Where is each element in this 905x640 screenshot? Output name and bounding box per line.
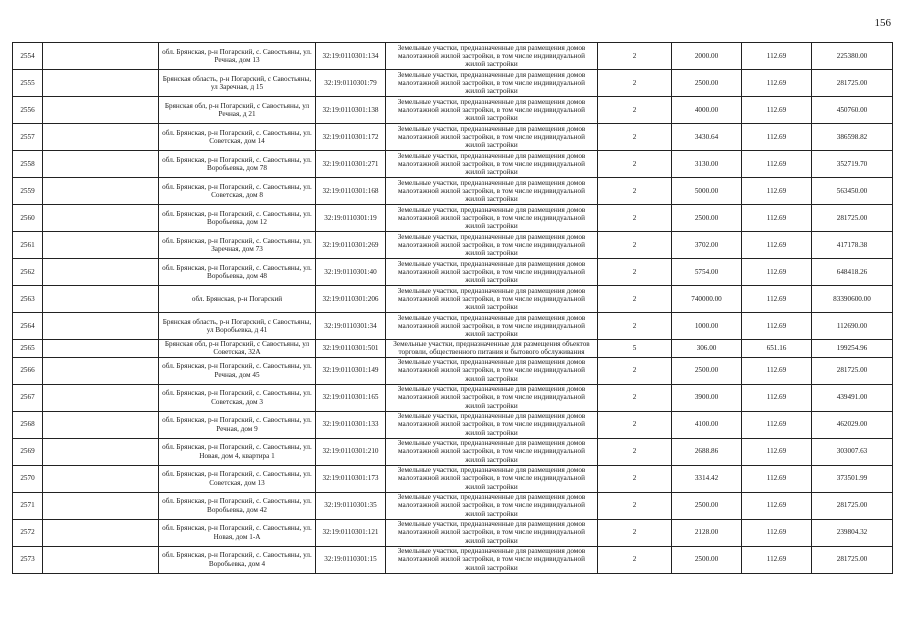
row-number: 2570 [13, 465, 43, 492]
specific-value-cell: 112.69 [742, 43, 812, 70]
cadastral-value-cell: 281725.00 [812, 70, 893, 97]
land-use-cell: Земельные участки, предназначенные для размещения домов малоэтажной жилой застройки, в том числе индивидуальной жилой застройки [386, 205, 598, 232]
row-spacer [43, 232, 159, 259]
cadastral-number-cell: 32:19:0110301:19 [316, 205, 386, 232]
row-spacer [43, 384, 159, 411]
specific-value-cell: 112.69 [742, 178, 812, 205]
cadastral-value-cell: 563450.00 [812, 178, 893, 205]
address-cell: обл. Брянская, р-н Погарский, с. Савостьяны, ул. Воробьевка, дом 42 [159, 492, 316, 519]
address-cell: обл. Брянская, р-н Погарский, с. Савостьяны, ул. Речная, дом 9 [159, 411, 316, 438]
cadastral-value-cell: 352719.70 [812, 151, 893, 178]
specific-value-cell: 112.69 [742, 286, 812, 313]
specific-value-cell: 112.69 [742, 205, 812, 232]
table-row [13, 438, 893, 465]
area-cell: 2500.00 [672, 492, 742, 519]
specific-value-cell: 112.69 [742, 124, 812, 151]
land-use-cell: Земельные участки, предназначенные для размещения домов малоэтажной жилой застройки, в том числе индивидуальной жилой застройки [386, 492, 598, 519]
row-number: 2566 [13, 357, 43, 384]
specific-value-cell: 112.69 [742, 97, 812, 124]
specific-value-cell: 112.69 [742, 465, 812, 492]
row-number: 2573 [13, 546, 43, 573]
area-cell: 306.00 [672, 340, 742, 358]
land-use-cell: Земельные участки, предназначенные для размещения домов малоэтажной жилой застройки, в том числе индивидуальной жилой застройки [386, 313, 598, 340]
cadastral-number-cell: 32:19:0110301:34 [316, 313, 386, 340]
cadastral-number-cell: 32:19:0110301:149 [316, 357, 386, 384]
cadastral-value-cell: 199254.96 [812, 340, 893, 358]
row-spacer [43, 357, 159, 384]
cadastral-value-table [12, 42, 893, 574]
area-cell: 3430.64 [672, 124, 742, 151]
cadastral-number-cell: 32:19:0110301:133 [316, 411, 386, 438]
group-cell: 2 [598, 97, 672, 124]
group-cell: 2 [598, 465, 672, 492]
row-spacer [43, 340, 159, 358]
specific-value-cell: 112.69 [742, 411, 812, 438]
area-cell: 5000.00 [672, 178, 742, 205]
table-row [13, 313, 893, 340]
group-cell: 2 [598, 411, 672, 438]
land-use-cell: Земельные участки, предназначенные для размещения домов малоэтажной жилой застройки, в том числе индивидуальной жилой застройки [386, 124, 598, 151]
area-cell: 2500.00 [672, 357, 742, 384]
area-cell: 2500.00 [672, 205, 742, 232]
group-cell: 2 [598, 357, 672, 384]
row-number: 2554 [13, 43, 43, 70]
area-cell: 3130.00 [672, 151, 742, 178]
row-spacer [43, 124, 159, 151]
table-row [13, 70, 893, 97]
row-number: 2564 [13, 313, 43, 340]
cadastral-value-cell: 83390600.00 [812, 286, 893, 313]
land-use-cell: Земельные участки, предназначенные для размещения домов малоэтажной жилой застройки, в том числе индивидуальной жилой застройки [386, 465, 598, 492]
land-use-cell: Земельные участки, предназначенные для размещения домов малоэтажной жилой застройки, в том числе индивидуальной жилой застройки [386, 97, 598, 124]
land-use-cell: Земельные участки, предназначенные для размещения домов малоэтажной жилой застройки, в том числе индивидуальной жилой застройки [386, 546, 598, 573]
row-number: 2565 [13, 340, 43, 358]
row-spacer [43, 411, 159, 438]
table-row [13, 259, 893, 286]
area-cell: 1000.00 [672, 313, 742, 340]
group-cell: 2 [598, 438, 672, 465]
row-spacer [43, 492, 159, 519]
cadastral-value-cell: 112690.00 [812, 313, 893, 340]
land-use-cell: Земельные участки, предназначенные для размещения домов малоэтажной жилой застройки, в том числе индивидуальной жилой застройки [386, 519, 598, 546]
row-spacer [43, 438, 159, 465]
row-number: 2562 [13, 259, 43, 286]
cadastral-value-cell: 281725.00 [812, 492, 893, 519]
group-cell: 2 [598, 492, 672, 519]
group-cell: 2 [598, 205, 672, 232]
table-row [13, 286, 893, 313]
specific-value-cell: 112.69 [742, 546, 812, 573]
area-cell: 3900.00 [672, 384, 742, 411]
address-cell: обл. Брянская, р-н Погарский, с. Савостьяны, ул. Речная, дом 13 [159, 43, 316, 70]
address-cell: обл. Брянская, р-н Погарский, с. Савостьяны, ул. Советская, дом 14 [159, 124, 316, 151]
cadastral-number-cell: 32:19:0110301:501 [316, 340, 386, 358]
cadastral-number-cell: 32:19:0110301:121 [316, 519, 386, 546]
cadastral-number-cell: 32:19:0110301:40 [316, 259, 386, 286]
address-cell: обл. Брянская, р-н Погарский, с. Савостьяны, ул. Новая, дом 4, квартира 1 [159, 438, 316, 465]
area-cell: 3314.42 [672, 465, 742, 492]
row-number: 2571 [13, 492, 43, 519]
group-cell: 2 [598, 519, 672, 546]
area-cell: 2000.00 [672, 43, 742, 70]
row-spacer [43, 151, 159, 178]
table-row [13, 205, 893, 232]
specific-value-cell: 112.69 [742, 232, 812, 259]
land-use-cell: Земельные участки, предназначенные для размещения домов малоэтажной жилой застройки, в том числе индивидуальной жилой застройки [386, 411, 598, 438]
row-number: 2572 [13, 519, 43, 546]
row-number: 2558 [13, 151, 43, 178]
address-cell: обл. Брянская, р-н Погарский, с. Савостьяны, ул. Советская, дом 13 [159, 465, 316, 492]
address-cell: обл. Брянская, р-н Погарский, с. Савостьяны, ул. Воробьевка, дом 4 [159, 546, 316, 573]
address-cell: обл. Брянская, р-н Погарский, с. Савостьяны, ул. Речная, дом 45 [159, 357, 316, 384]
table-row [13, 43, 893, 70]
address-cell: Брянская обл, р-н Погарский, с Савостьяны, ул Советская, 32А [159, 340, 316, 358]
address-cell: обл. Брянская, р-н Погарский, с. Савостьяны, ул. Советская, дом 8 [159, 178, 316, 205]
cadastral-value-cell: 439491.00 [812, 384, 893, 411]
table-row [13, 97, 893, 124]
area-cell: 4000.00 [672, 97, 742, 124]
cadastral-number-cell: 32:19:0110301:134 [316, 43, 386, 70]
group-cell: 2 [598, 232, 672, 259]
row-spacer [43, 313, 159, 340]
row-number: 2559 [13, 178, 43, 205]
specific-value-cell: 112.69 [742, 438, 812, 465]
cadastral-value-cell: 373501.99 [812, 465, 893, 492]
row-number: 2560 [13, 205, 43, 232]
cadastral-number-cell: 32:19:0110301:206 [316, 286, 386, 313]
table-body [13, 43, 893, 574]
specific-value-cell: 112.69 [742, 259, 812, 286]
land-use-cell: Земельные участки, предназначенные для размещения домов малоэтажной жилой застройки, в том числе индивидуальной жилой застройки [386, 43, 598, 70]
group-cell: 2 [598, 178, 672, 205]
group-cell: 5 [598, 340, 672, 358]
address-cell: Брянская область, р-н Погарский, с Савостьяны, ул Заречная, д 15 [159, 70, 316, 97]
address-cell: Брянская область, р-н Погарский, с Савостьяны, ул Воробьевка, д 41 [159, 313, 316, 340]
address-cell: обл. Брянская, р-н Погарский, с. Савостьяны, ул. Воробьевка, дом 78 [159, 151, 316, 178]
row-number: 2555 [13, 70, 43, 97]
cadastral-number-cell: 32:19:0110301:15 [316, 546, 386, 573]
area-cell: 3702.00 [672, 232, 742, 259]
row-spacer [43, 286, 159, 313]
area-cell: 5754.00 [672, 259, 742, 286]
table-row [13, 546, 893, 573]
address-cell: обл. Брянская, р-н Погарский, с. Савостьяны, ул. Советская, дом 3 [159, 384, 316, 411]
table-row [13, 232, 893, 259]
group-cell: 2 [598, 259, 672, 286]
specific-value-cell: 112.69 [742, 151, 812, 178]
cadastral-number-cell: 32:19:0110301:269 [316, 232, 386, 259]
address-cell: обл. Брянская, р-н Погарский, с. Савостьяны, ул. Воробьевка, дом 12 [159, 205, 316, 232]
area-cell: 4100.00 [672, 411, 742, 438]
cadastral-value-cell: 450760.00 [812, 97, 893, 124]
land-use-cell: Земельные участки, предназначенные для размещения домов малоэтажной жилой застройки, в том числе индивидуальной жилой застройки [386, 286, 598, 313]
cadastral-number-cell: 32:19:0110301:210 [316, 438, 386, 465]
table-row [13, 151, 893, 178]
area-cell: 2500.00 [672, 70, 742, 97]
specific-value-cell: 112.69 [742, 384, 812, 411]
table-row [13, 178, 893, 205]
specific-value-cell: 112.69 [742, 70, 812, 97]
cadastral-value-cell: 225380.00 [812, 43, 893, 70]
row-spacer [43, 205, 159, 232]
area-cell: 740000.00 [672, 286, 742, 313]
cadastral-value-cell: 417178.38 [812, 232, 893, 259]
table-row [13, 357, 893, 384]
cadastral-number-cell: 32:19:0110301:138 [316, 97, 386, 124]
cadastral-number-cell: 32:19:0110301:271 [316, 151, 386, 178]
specific-value-cell: 112.69 [742, 492, 812, 519]
row-spacer [43, 465, 159, 492]
cadastral-value-cell: 239804.32 [812, 519, 893, 546]
table-row [13, 124, 893, 151]
cadastral-number-cell: 32:19:0110301:165 [316, 384, 386, 411]
specific-value-cell: 651.16 [742, 340, 812, 358]
specific-value-cell: 112.69 [742, 313, 812, 340]
row-number: 2563 [13, 286, 43, 313]
specific-value-cell: 112.69 [742, 519, 812, 546]
group-cell: 2 [598, 384, 672, 411]
land-use-cell: Земельные участки, предназначенные для размещения домов малоэтажной жилой застройки, в том числе индивидуальной жилой застройки [386, 438, 598, 465]
land-use-cell: Земельные участки, предназначенные для размещения домов малоэтажной жилой застройки, в том числе индивидуальной жилой застройки [386, 384, 598, 411]
land-use-cell: Земельные участки, предназначенные для размещения домов малоэтажной жилой застройки, в том числе индивидуальной жилой застройки [386, 357, 598, 384]
row-number: 2568 [13, 411, 43, 438]
cadastral-number-cell: 32:19:0110301:35 [316, 492, 386, 519]
row-number: 2569 [13, 438, 43, 465]
cadastral-value-cell: 462029.00 [812, 411, 893, 438]
cadastral-number-cell: 32:19:0110301:172 [316, 124, 386, 151]
row-spacer [43, 546, 159, 573]
area-cell: 2688.86 [672, 438, 742, 465]
cadastral-value-cell: 281725.00 [812, 205, 893, 232]
row-number: 2567 [13, 384, 43, 411]
cadastral-value-cell: 648418.26 [812, 259, 893, 286]
group-cell: 2 [598, 286, 672, 313]
specific-value-cell: 112.69 [742, 357, 812, 384]
group-cell: 2 [598, 43, 672, 70]
group-cell: 2 [598, 70, 672, 97]
cadastral-number-cell: 32:19:0110301:173 [316, 465, 386, 492]
row-spacer [43, 97, 159, 124]
cadastral-value-cell: 281725.00 [812, 546, 893, 573]
row-number: 2561 [13, 232, 43, 259]
group-cell: 2 [598, 313, 672, 340]
cadastral-value-cell: 386598.82 [812, 124, 893, 151]
group-cell: 2 [598, 546, 672, 573]
row-spacer [43, 70, 159, 97]
table-row [13, 492, 893, 519]
table-row [13, 384, 893, 411]
row-spacer [43, 43, 159, 70]
land-use-cell: Земельные участки, предназначенные для размещения домов малоэтажной жилой застройки, в том числе индивидуальной жилой застройки [386, 151, 598, 178]
page-number: 156 [874, 17, 891, 29]
address-cell: обл. Брянская, р-н Погарский, с. Савостьяны, ул. Новая, дом 1-А [159, 519, 316, 546]
area-cell: 2128.00 [672, 519, 742, 546]
address-cell: Брянская обл, р-н Погарский, с Савостьяны, ул Речная, д 21 [159, 97, 316, 124]
cadastral-value-cell: 303007.63 [812, 438, 893, 465]
cadastral-number-cell: 32:19:0110301:168 [316, 178, 386, 205]
address-cell: обл. Брянская, р-н Погарский [159, 286, 316, 313]
cadastral-number-cell: 32:19:0110301:79 [316, 70, 386, 97]
group-cell: 2 [598, 151, 672, 178]
group-cell: 2 [598, 124, 672, 151]
land-use-cell: Земельные участки, предназначенные для размещения объектов торговли, общественного питания и бытового обслуживания [386, 340, 598, 358]
table-row [13, 465, 893, 492]
row-number: 2557 [13, 124, 43, 151]
row-spacer [43, 178, 159, 205]
land-use-cell: Земельные участки, предназначенные для размещения домов малоэтажной жилой застройки, в том числе индивидуальной жилой застройки [386, 178, 598, 205]
land-use-cell: Земельные участки, предназначенные для размещения домов малоэтажной жилой застройки, в том числе индивидуальной жилой застройки [386, 70, 598, 97]
table-row [13, 340, 893, 358]
address-cell: обл. Брянская, р-н Погарский, с. Савостьяны, ул. Воробьевка, дом 48 [159, 259, 316, 286]
row-spacer [43, 259, 159, 286]
table-row [13, 519, 893, 546]
area-cell: 2500.00 [672, 546, 742, 573]
cadastral-value-cell: 281725.00 [812, 357, 893, 384]
table-row [13, 411, 893, 438]
row-number: 2556 [13, 97, 43, 124]
row-spacer [43, 519, 159, 546]
address-cell: обл. Брянская, р-н Погарский, с. Савостьяны, ул. Заречная, дом 73 [159, 232, 316, 259]
land-use-cell: Земельные участки, предназначенные для размещения домов малоэтажной жилой застройки, в том числе индивидуальной жилой застройки [386, 232, 598, 259]
land-use-cell: Земельные участки, предназначенные для размещения домов малоэтажной жилой застройки, в том числе индивидуальной жилой застройки [386, 259, 598, 286]
